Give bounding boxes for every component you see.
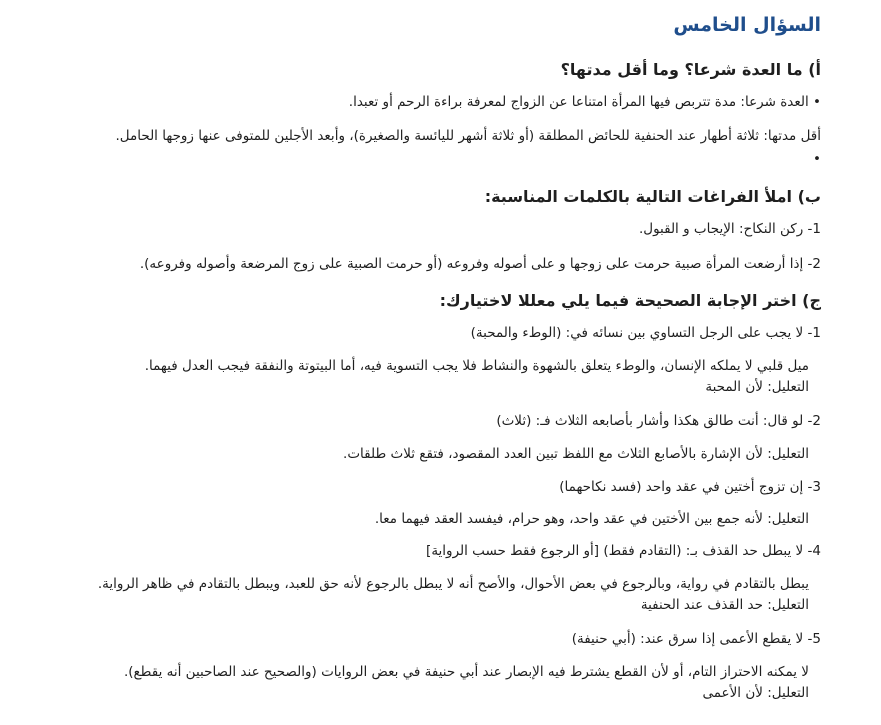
section-c-heading: ج) اختر الإجابة الصحيحة فيما يلي معللا لاختيارك: bbox=[439, 291, 821, 310]
question-1: 1- لا يجب على الرجل التساوي بين نسائه في: (الوطء والمحبة) bbox=[470, 325, 821, 341]
section-a-line-2: أقل مدتها: ثلاثة أطهار عند الحنفية للحائض المطلقة (أو ثلاثة أشهر لليائسة والصغيرة)، وأبعد الأجلين للمتوفى عنها زوجها الحامل. bbox=[115, 128, 821, 144]
question-5-reason: التعليل: لأن الأعمى bbox=[702, 685, 809, 701]
section-a-heading: أ) ما العدة شرعا؟ وما أقل مدتها؟ bbox=[560, 60, 821, 79]
section-a-bullet-1: • العدة شرعا: مدة تتربص فيها المرأة امتناعا عن الزواج لمعرفة براءة الرحم أو تعبدا. bbox=[348, 94, 821, 110]
section-b-heading: ب) املأ الفراغات التالية بالكلمات المناسبة: bbox=[484, 187, 821, 206]
question-4-reason: التعليل: حد القذف عند الحنفية bbox=[640, 597, 809, 613]
question-3: 3- إن تزوج أختين في عقد واحد (فسد نكاحهما) bbox=[559, 479, 821, 495]
section-b-item-2: 2- إذا أرضعت المرأة صبية حرمت على زوجها و على أصوله وفروعه (أو حرمت الصبية على زوج المرضعة وأصوله وفروعه). bbox=[139, 256, 821, 272]
page-title: السؤال الخامس bbox=[673, 14, 821, 36]
question-2-reason: التعليل: لأن الإشارة بالأصابع الثلاث مع اللفظ تبين العدد المقصود، فتقع ثلاث طلقات. bbox=[343, 446, 809, 462]
question-5: 5- لا يقطع الأعمى إذا سرق عند: (أبي حنيفة) bbox=[571, 631, 821, 647]
question-3-reason: التعليل: لأنه جمع بين الأختين في عقد واحد، وهو حرام، فيفسد العقد فيهما معا. bbox=[374, 511, 809, 527]
question-1-explanation: ميل قلبي لا يملكه الإنسان، والوطء يتعلق بالشهوة والنشاط فلا يجب التسوية فيه، أما البيتوتة والنفقة فيجب العدل فيهما. bbox=[144, 358, 809, 374]
question-2: 2- لو قال: أنت طالق هكذا وأشار بأصابعه الثلاث فـ: (ثلاث) bbox=[496, 413, 821, 429]
question-4: 4- لا يبطل حد القذف بـ: (التقادم فقط) [أو الرجوع فقط حسب الرواية] bbox=[426, 543, 821, 559]
question-5-explanation: لا يمكنه الاحتراز التام، أو لأن القطع يشترط فيه الإبصار عند أبي حنيفة في بعض الروايات (والصحيح عند الصاحبين أنه يقطع). bbox=[123, 664, 809, 680]
section-b-item-1: 1- ركن النكاح: الإيجاب و القبول. bbox=[638, 221, 821, 237]
section-a-bullet-2: • bbox=[813, 151, 821, 167]
question-1-reason: التعليل: لأن المحبة bbox=[705, 379, 809, 395]
question-4-explanation: يبطل بالتقادم في رواية، وبالرجوع في بعض الأحوال، والأصح أنه لا يبطل بالرجوع لأنه حق للعبد، ويبطل بالتقادم في ظاهر الرواية. bbox=[97, 576, 809, 592]
